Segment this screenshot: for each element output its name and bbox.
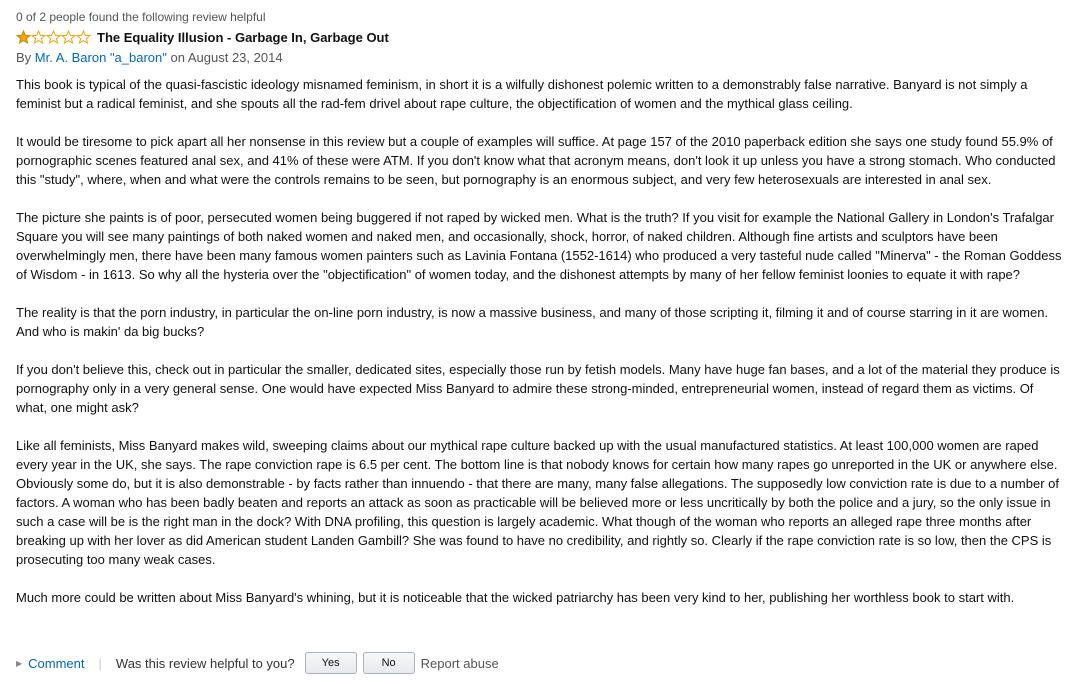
review-paragraph: The reality is that the porn industry, in particular the on-line porn industry, is now a massive business, and many of those scripting it, filming it and of course starring in it are women. And who is makin' da big bucks?	[16, 305, 1049, 339]
review-paragraph: The picture she paints is of poor, persecuted women being buggered if not raped by wicked men. What is the truth? If you visit for example the National Gallery in London's Trafalgar Square you will see many paintings of both naked women and naked men, and occasionally, shock, horror, of naked children. Although fine artists and sculptors have been overwhelmingly men, there have been many famous women painters such as Lavinia Fontana (1552-1614) who produced a very tasteful nude called "Minerva" - the Roman Goddess of Wisdom - in 1613. So why all the hysteria over the "objectification" of women today, and the dishonest attempts by many of her fellow feminist loonies to equate it with rape?	[16, 210, 1062, 282]
footer-separator: |	[98, 655, 102, 671]
star-empty-icon	[76, 30, 91, 44]
star-empty-icon	[31, 30, 46, 44]
review-paragraph: If you don't believe this, check out in particular the smaller, dedicated sites, especially those run by fetish models. Many have huge fan bases, and a lot of the material they produce is pornography only in a very general sense. One would have expected Miss Banyard to admire these strong-minded, entrepreneurial women, instead of regard them as victims. Of what, one might ask?	[16, 362, 1060, 415]
review-footer	[16, 652, 499, 674]
review-paragraph: Much more could be written about Miss Banyard's whining, but it is noticeable that the wicked patriarchy has been very kind to her, publishing her worthless book to start with.	[16, 590, 1015, 605]
star-rating	[16, 30, 91, 44]
review-title: The Equality Illusion - Garbage In, Garbage Out	[97, 29, 389, 45]
star-empty-icon	[61, 30, 76, 44]
helpful-count: 0 of 2 people found the following review helpful	[16, 10, 266, 24]
review-paragraph: This book is typical of the quasi-fascistic ideology misnamed feminism, in short it is a wilfully dishonest polemic written to a demonstrably false narrative. Banyard is not simply a feminist but a radical feminist, and she spouts all the rad-fem drivel about rape culture, the objectification of women and the mythical glass ceiling.	[16, 77, 1028, 111]
report-abuse-link[interactable]: Report abuse	[420, 655, 499, 671]
by-prefix: By	[16, 50, 32, 65]
review-paragraph: Like all feminists, Miss Banyard makes wild, sweeping claims about our mythical rape culture backed up with the usual manufactured statistics. At least 100,000 women are raped every year in the UK, she says. The rape conviction rape is 6.5 per cent. The bottom line is that nobody knows for certain how many rapes go unreported in the UK or anywhere else. Obviously some do, but it is also demonstrable - by facts rather than innuendo - that there are many, many false allegations. The supposedly low conviction rate is due to a number of factors. A woman who has been badly beaten and reports an attack as soon as practicable will be believed more or less uncritically by both the police and a jury, so the only issue in such a case will be is the right man in the dock? With DNA profiling, this question is largely academic. What though of the woman who reports an alleged rape three months after breaking up with her lover as did American student Landen Gambill? She was found to have no credibility, and rightly so. Clearly if the rape conviction rate is so low, then the CPS is prosecuting too many weak cases.	[16, 438, 1059, 567]
review-byline	[16, 50, 1062, 66]
comment-link[interactable]: Comment	[28, 655, 85, 671]
author-link[interactable]: Mr. A. Baron "a_baron"	[34, 50, 167, 65]
review-title-row	[16, 28, 1062, 46]
review-paragraph: It would be tiresome to pick apart all her nonsense in this review but a couple of examples will suffice. At page 157 of the 2010 paperback edition she says one study found 55.9% of pornographic scenes featured anal sex, and 41% of these were ATM. If you don't know what that acronym means, don't look it up unless you have a strong stomach. Who conducted this "study", where, when and what were the controls remains to be seen, but pornography is an enormous subject, and very few heterosexuals are interested in anal sex.	[16, 134, 1056, 187]
helpful-question: Was this review helpful to you?	[115, 655, 295, 671]
helpful-no-button[interactable]: No	[363, 652, 415, 674]
review-date: on August 23, 2014	[170, 50, 283, 65]
helpful-yes-button[interactable]: Yes	[305, 652, 357, 674]
review-body	[16, 75, 1064, 607]
caret-right-icon: ▶	[16, 658, 23, 668]
star-filled-icon	[16, 30, 31, 44]
star-empty-icon	[46, 30, 61, 44]
